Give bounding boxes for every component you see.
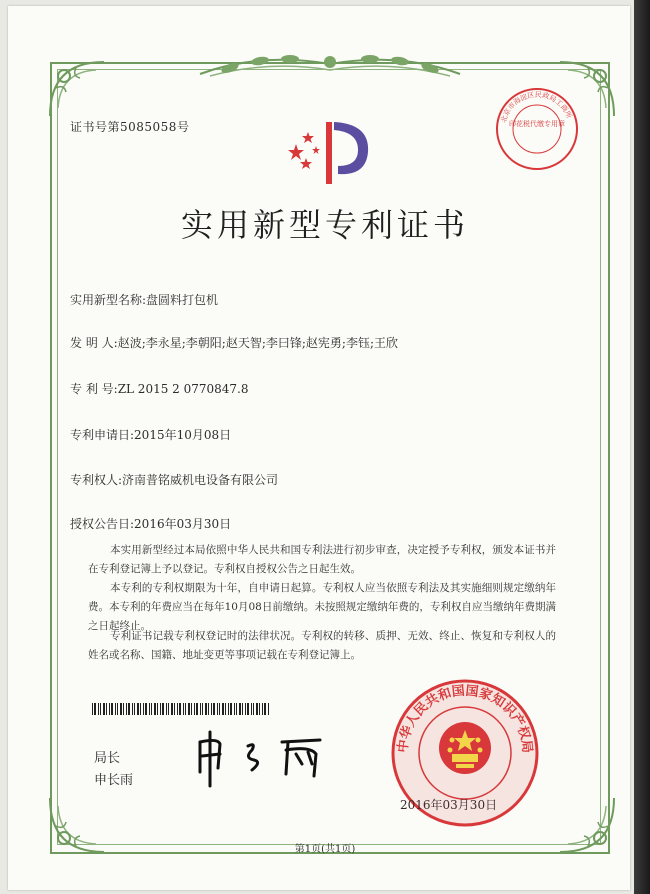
page-number: 第1页(共1页) [294, 844, 356, 855]
body-paragraph: 专利证书记载专利权登记时的法律状况。专利权的转移、质押、无效、终止、恢复和专利权人的姓名或名称、国籍、地址变更等事项记载在专利登记簿上。 [88, 630, 556, 661]
tax-stamp-seal [494, 86, 580, 172]
body-paragraph: 本专利的专利权期限为十年，自申请日起算。专利权人应当依照专利法及其实施细则规定缴纳年费。本专利的年费应当在每年10月08日前缴纳。未按照规定缴纳年费的，专利权自应当缴纳年费期满之日起终止。 [88, 582, 556, 632]
svg-text:印花税代缴专用章: 印花税代缴专用章 [509, 120, 565, 128]
patent-office-logo [282, 112, 382, 194]
field-inventors: 发 明 人:赵波;李永星;李朝阳;赵天智;李曰锋;赵宪勇;李钰;王欣 [70, 336, 398, 350]
document-title: 实用新型专利证书 [180, 206, 469, 244]
director-title: 局长 [94, 751, 121, 766]
field-grant-date: 授权公告日:2016年03月30日 [70, 517, 232, 531]
body-paragraph: 本实用新型经过本局依照中华人民共和国专利法进行初步审查，决定授予专利权，颁发本证书并在专利登记簿上予以登记。专利权自授权公告之日起生效。 [88, 544, 556, 575]
seal-date: 2016年03月30日 [400, 798, 498, 812]
field-patentee: 专利权人:济南普铭威机电设备有限公司 [70, 473, 279, 487]
scan-edge [634, 0, 650, 894]
certificate-number: 证书号第5085058号 [70, 120, 190, 134]
wreath-ornament [190, 50, 470, 86]
field-application-date: 专利申请日:2015年10月08日 [70, 428, 232, 442]
director-name: 申长雨 [94, 773, 134, 788]
director-block [94, 748, 133, 792]
field-utility-model-name: 实用新型名称:盘圆料打包机 [70, 293, 219, 307]
barcode [92, 703, 272, 715]
director-signature [190, 728, 340, 790]
svg-text:中华人民共和国国家知识产权局: 中华人民共和国国家知识产权局 [395, 683, 535, 754]
field-patent-number: 专 利 号:ZL 2015 2 0770847.8 [70, 382, 249, 396]
corner-ornament [46, 58, 108, 120]
svg-text:北京市海淀区民政局工商所: 北京市海淀区民政局工商所 [499, 90, 573, 124]
